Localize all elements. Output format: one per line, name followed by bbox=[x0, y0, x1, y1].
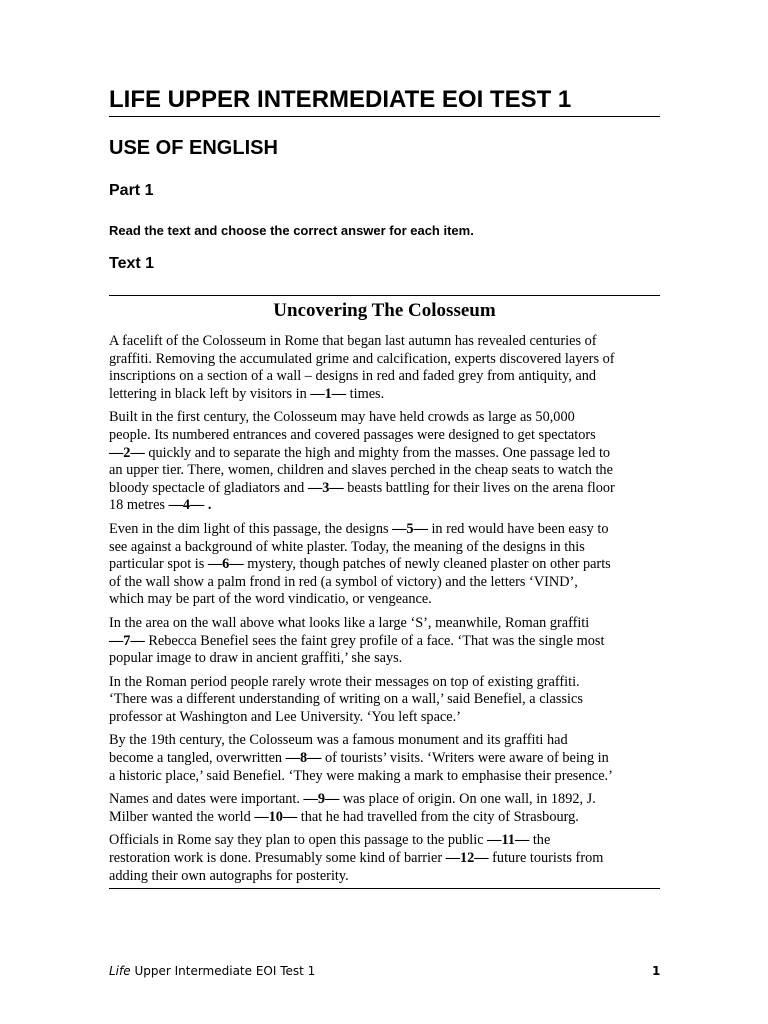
text-run: see against a background of white plaster. Today, the meaning of the designs in this bbox=[109, 538, 585, 555]
article-paragraph bbox=[109, 521, 660, 609]
paragraph-line bbox=[109, 462, 660, 480]
gap-marker: —2— bbox=[109, 444, 145, 461]
paragraph-line bbox=[109, 709, 660, 727]
paragraph-line bbox=[109, 674, 660, 692]
text-run: was place of origin. On one wall, in 1892, J. bbox=[339, 791, 596, 808]
part-heading: Part 1 bbox=[109, 182, 154, 199]
paragraph-line bbox=[109, 480, 660, 498]
paragraph-line bbox=[109, 650, 660, 668]
article-title: Uncovering The Colosseum bbox=[273, 300, 496, 321]
text-run: Even in the dim light of this passage, the designs bbox=[109, 520, 393, 537]
gap-marker: —11— bbox=[487, 832, 530, 849]
gap-marker: —7— bbox=[109, 632, 145, 649]
text-run: graffiti. Removing the accumulated grime and calcification, experts discovered layers of bbox=[109, 350, 615, 367]
article-paragraph bbox=[109, 732, 660, 785]
gap-marker: —8— bbox=[285, 750, 322, 767]
text-run: the bbox=[529, 832, 551, 849]
gap-marker: —10— bbox=[254, 808, 298, 825]
paragraph-line bbox=[109, 539, 660, 557]
text-run: quickly and to separate the high and mighty from the masses. One passage led to bbox=[144, 444, 611, 461]
gap-marker: —9— bbox=[303, 791, 340, 808]
gap-marker: —6— bbox=[207, 556, 244, 573]
text-run: In the area on the wall above what looks like a large ‘S’, meanwhile, Roman graffiti bbox=[109, 614, 590, 631]
text-run: Names and dates were important. bbox=[109, 791, 304, 808]
article-paragraph bbox=[109, 674, 660, 727]
text-run: of tourists’ visits. ‘Writers were aware of being in bbox=[321, 750, 609, 767]
text-run: 18 metres bbox=[109, 497, 169, 514]
article-paragraph bbox=[109, 832, 660, 885]
paragraph-line bbox=[109, 333, 660, 351]
gap-marker: —12— bbox=[445, 850, 489, 867]
text-run: Milber wanted the world bbox=[109, 808, 255, 825]
article-paragraph bbox=[109, 409, 660, 515]
gap-marker: —5— bbox=[392, 520, 428, 537]
text-run: A facelift of the Colosseum in Rome that began last autumn has revealed centuries of bbox=[109, 333, 597, 349]
instruction-text: Read the text and choose the correct answer for each item. bbox=[109, 223, 474, 238]
text-run: By the 19th century, the Colosseum was a famous monument and its graffiti had bbox=[109, 732, 568, 749]
paragraph-line bbox=[109, 809, 660, 827]
text-run: people. Its numbered entrances and covered passages were designed to get spectators bbox=[109, 426, 596, 443]
text-run: that he had travelled from the city of Strasbourg. bbox=[297, 808, 579, 825]
paragraph-line bbox=[109, 732, 660, 750]
article-paragraph bbox=[109, 333, 660, 403]
paragraph-line bbox=[109, 574, 660, 592]
text-run: become a tangled, overwritten bbox=[109, 750, 286, 767]
page-title: LIFE UPPER INTERMEDIATE EOI TEST 1 bbox=[109, 84, 660, 117]
text-run: particular spot is bbox=[109, 556, 208, 573]
paragraph-line bbox=[109, 750, 660, 768]
text-run: of the wall show a palm frond in red (a symbol of victory) and the letters ‘VIND’, bbox=[109, 573, 578, 590]
text-run: bloody spectacle of gladiators and bbox=[109, 479, 308, 496]
text-run: which may be part of the word vindicatio, or vengeance. bbox=[109, 591, 432, 608]
gap-marker: —3— bbox=[307, 479, 344, 496]
text-label: Text 1 bbox=[109, 255, 155, 272]
text-run: Officials in Rome say they plan to open this passage to the public bbox=[109, 832, 488, 849]
article-body bbox=[109, 333, 660, 885]
paragraph-line bbox=[109, 427, 660, 445]
paragraph-line bbox=[109, 633, 660, 651]
text-run: professor at Washington and Lee University. ‘You left space.’ bbox=[109, 708, 461, 725]
paragraph-line bbox=[109, 386, 660, 404]
text-run: times. bbox=[346, 385, 385, 402]
paragraph-line bbox=[109, 691, 660, 709]
paragraph-line bbox=[109, 615, 660, 633]
page-number: 1 bbox=[652, 964, 661, 978]
paragraph-line bbox=[109, 868, 660, 886]
paragraph-line bbox=[109, 832, 660, 850]
footer-title bbox=[109, 963, 315, 979]
text-run: Built in the first century, the Colosseum may have held crowds as large as 50,000 bbox=[109, 409, 575, 426]
text-run: lettering in black left by visitors in bbox=[109, 385, 311, 402]
paragraph-line bbox=[109, 497, 660, 515]
footer-title-italic: Life bbox=[109, 964, 131, 978]
paragraph-line bbox=[109, 791, 660, 809]
paragraph-line bbox=[109, 351, 660, 369]
text-run: popular image to draw in ancient graffiti,’ she says. bbox=[109, 650, 403, 667]
text-run: in red would have been easy to bbox=[427, 520, 609, 537]
article-box bbox=[109, 295, 660, 889]
text-run: mystery, though patches of newly cleaned plaster on other parts bbox=[243, 556, 611, 573]
paragraph-line bbox=[109, 591, 660, 609]
text-run: a historic place,’ said Benefiel. ‘They were making a mark to emphasise their presence.’ bbox=[109, 767, 613, 784]
paragraph-line bbox=[109, 368, 660, 386]
paragraph-line bbox=[109, 409, 660, 427]
section-heading: USE OF ENGLISH bbox=[109, 137, 278, 159]
gap-marker: —1— bbox=[310, 385, 347, 402]
article-paragraph bbox=[109, 615, 660, 668]
text-run: adding their own autographs for posterity. bbox=[109, 867, 349, 884]
paragraph-line bbox=[109, 850, 660, 868]
footer-title-rest: Upper Intermediate EOI Test 1 bbox=[130, 964, 316, 978]
text-run: ‘There was a different understanding of writing on a wall,’ said Benefiel, a classics bbox=[109, 691, 583, 708]
gap-marker: —4— . bbox=[168, 497, 212, 514]
paragraph-line bbox=[109, 768, 660, 786]
text-run: an upper tier. There, women, children and slaves perched in the cheap seats to watch the bbox=[109, 462, 613, 479]
text-run: In the Roman period people rarely wrote their messages on top of existing graffiti. bbox=[109, 673, 580, 690]
paragraph-line bbox=[109, 556, 660, 574]
text-run: beasts battling for their lives on the arena floor bbox=[343, 479, 615, 496]
paragraph-line bbox=[109, 445, 660, 463]
text-run: Rebecca Benefiel sees the faint grey profile of a face. ‘That was the single most bbox=[144, 632, 605, 649]
text-run: future tourists from bbox=[488, 850, 604, 867]
article-paragraph bbox=[109, 791, 660, 826]
text-run: inscriptions on a section of a wall – designs in red and faded grey from antiquity, and bbox=[109, 368, 597, 385]
paragraph-line bbox=[109, 521, 660, 539]
text-run: restoration work is done. Presumably some kind of barrier bbox=[109, 850, 446, 867]
